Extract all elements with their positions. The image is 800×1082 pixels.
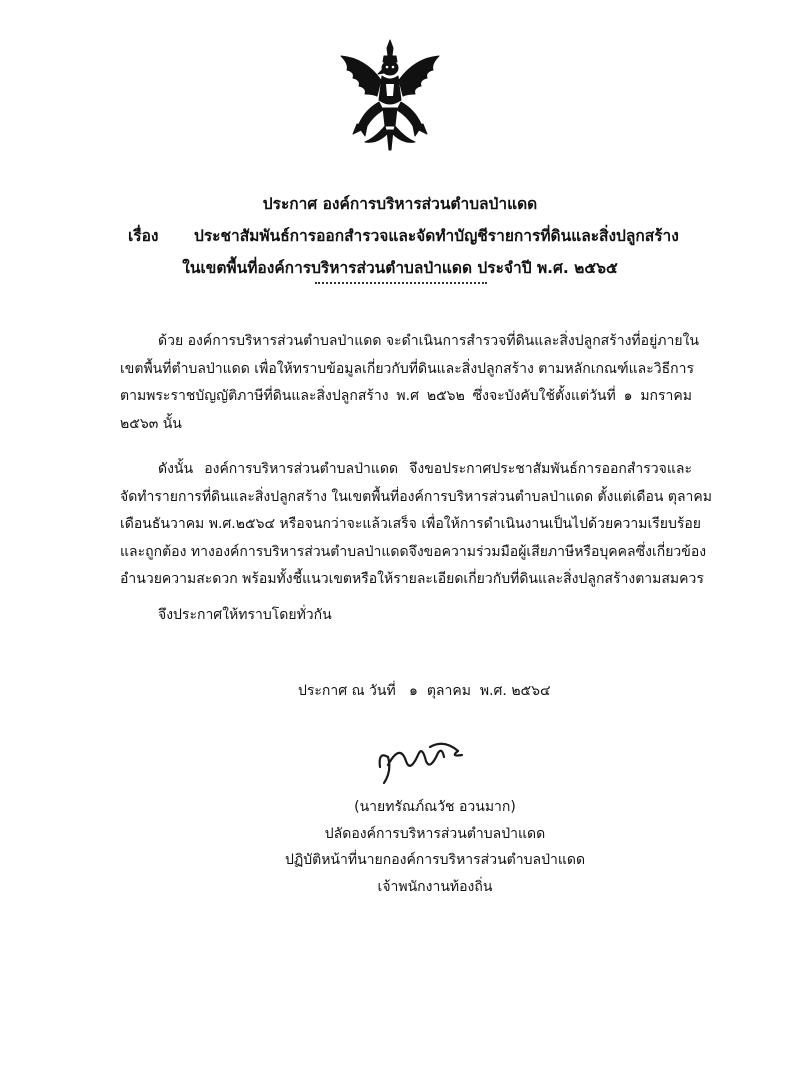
announcement-title: ประกาศ องค์การบริหารส่วนตำบลป่าแดด (262, 195, 538, 213)
announcement-date: ประกาศ ณ วันที่ ๑ ตุลาคม พ.ศ. ๒๕๖๔ (298, 683, 551, 699)
handwritten-signature (370, 727, 470, 787)
paragraph-intro (120, 328, 699, 438)
title-divider (315, 282, 487, 284)
paragraph-line: ๒๕๖๓ นั้น (120, 415, 182, 432)
paragraph-line: เขตพื้นที่ตำบลป่าแดด เพื่อให้ทราบข้อมูลเกี่ยวกับที่ดินและสิ่งปลูกสร้าง ตามหลักเกณฑ์และวิธีการ (120, 360, 695, 377)
paragraph-line: และถูกต้อง ทางองค์การบริหารส่วนตำบลป่าแดดจึงขอความร่วมมือผู้เสียภาษีหรือบุคคลซึ่งเกี่ยวข้อง (120, 543, 707, 560)
closing-statement: จึงประกาศให้ทราบโดยทั่วกัน (158, 607, 332, 623)
paragraph-line: ดังนั้น องค์การบริหารส่วนตำบลป่าแดด จึงขอประกาศประชาสัมพันธ์การออกสำรวจและ (158, 461, 692, 477)
subject-label: เรื่อง (128, 227, 159, 245)
paragraph-line: ตามพระราชบัญญัติภาษีที่ดินและสิ่งปลูกสร้าง พ.ศ ๒๕๖๒ ซึ่งจะบังคับใช้ตั้งแต่วันที่ ๑ มกราคม (120, 388, 692, 404)
garuda-emblem-icon (335, 38, 445, 156)
paragraph-line: อำนวยความสะดวก พร้อมทั้งชี้แนวเขตหรือให้รายละเอียดเกี่ยวกับที่ดินและสิ่งปลูกสร้างตามสมควร (120, 571, 704, 587)
subject-row (128, 223, 679, 248)
paragraph-line: จัดทำรายการที่ดินและสิ่งปลูกสร้าง ในเขตพื้นที่องค์การบริหารส่วนตำบลป่าแดด ตั้งแต่เดือน ตุลาคม (120, 488, 713, 505)
signatory-role: เจ้าพนักงานท้องถิ่น (377, 878, 493, 895)
subject-text: ประชาสัมพันธ์การออกสำรวจและจัดทำบัญชีรายการที่ดินและสิ่งปลูกสร้าง (194, 227, 679, 245)
paragraph-line: เดือนธันวาคม พ.ศ.๒๕๖๔ หรือจนกว่าจะแล้วเสร็จ เพื่อให้การดำเนินงานเป็นไปด้วยความเรียบร้อย (120, 516, 701, 532)
signatory-position: ปลัดองค์การบริหารส่วนตำบลป่าแดด (324, 825, 546, 842)
signatory-name: (นายทรัณภ์ณวัช อวนมาก) (354, 799, 516, 815)
signatory-acting-position: ปฏิบัติหน้าที่นายกองค์การบริหารส่วนตำบลป่าแดด (284, 852, 586, 868)
paragraph-line: ด้วย องค์การบริหารส่วนตำบลป่าแดด จะดำเนินการสำรวจที่ดินและสิ่งปลูกสร้างที่อยู่ภายใน (158, 333, 699, 349)
signature-block (260, 794, 610, 900)
paragraph-details (120, 456, 713, 594)
subject-text-line2: ในเขตพื้นที่องค์การบริหารส่วนตำบลป่าแดด ประจำปี พ.ศ. ๒๕๖๕ (182, 259, 618, 277)
